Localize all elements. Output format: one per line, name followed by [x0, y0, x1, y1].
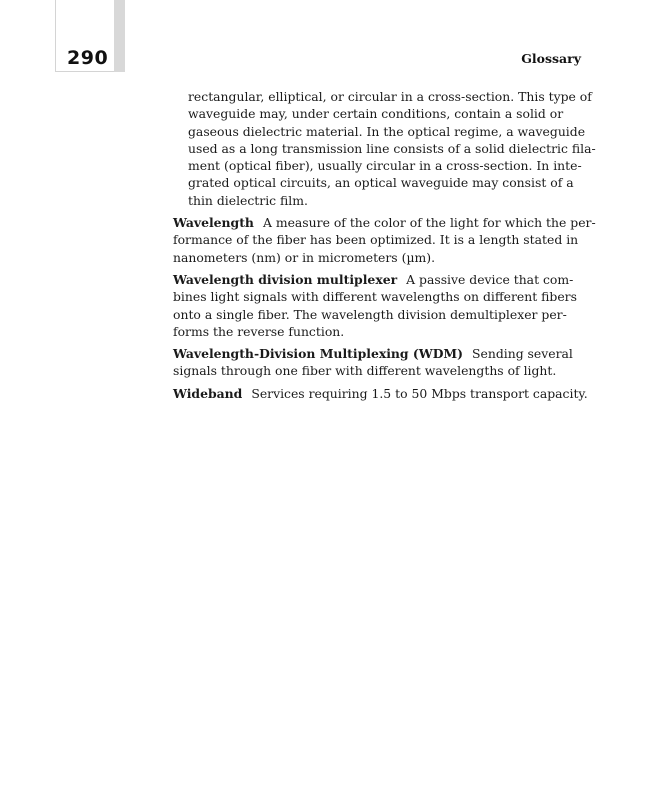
definition-text: A passive device that com-	[406, 271, 574, 287]
page-tab-bar	[114, 0, 125, 72]
text-line	[173, 385, 588, 402]
text-line: gaseous dielectric material. In the optical regime, a waveguide	[188, 123, 586, 139]
glossary-term: Wavelength division multiplexer	[173, 271, 398, 287]
glossary-entry-wideband	[173, 385, 588, 402]
text-line: rectangular, elliptical, or circular in a cross-section. This type of	[188, 89, 592, 104]
glossary-entry-wavelength-division-multiplexer	[173, 271, 585, 340]
text-line: thin dielectric film.	[188, 192, 308, 208]
text-line: ment (optical fiber), usually circular in a cross-section. In inte-	[188, 158, 582, 174]
page-number: 290	[67, 47, 109, 69]
definition-text: A measure of the color of the light for which the per-	[262, 215, 596, 231]
text-line: waveguide may, under certain conditions, contain a solid or	[188, 106, 564, 122]
text-line	[173, 345, 585, 362]
text-line: onto a single fiber. The wavelength division demultiplexer per-	[173, 306, 567, 322]
glossary-body	[173, 88, 596, 407]
definition-text: Services requiring 1.5 to 50 Mbps transport capacity.	[251, 385, 588, 401]
running-head: Glossary	[521, 51, 581, 66]
glossary-term: Wavelength-Division Multiplexing (WDM)	[173, 346, 464, 362]
text-line: forms the reverse function.	[173, 323, 345, 339]
glossary-term: Wideband	[173, 385, 243, 401]
glossary-entry-wavelength	[173, 214, 596, 266]
text-line: grated optical circuits, an optical waveguide may consist of a	[188, 175, 574, 191]
text-line: used as a long transmission line consists of a solid dielectric fila-	[188, 140, 596, 156]
text-line: formance of the fiber has been optimized. It is a length stated in	[173, 232, 579, 248]
glossary-continuation-paragraph	[173, 88, 596, 209]
text-line	[173, 271, 585, 288]
glossary-entry-wdm	[173, 345, 585, 380]
glossary-term: Wavelength	[173, 215, 254, 231]
definition-text: Sending several	[472, 346, 573, 362]
text-line: bines light signals with different wavelengths on different fibers	[173, 289, 577, 305]
text-line	[173, 214, 596, 231]
text-line: signals through one fiber with different wavelengths of light.	[173, 363, 557, 379]
text-line: nanometers (nm) or in micrometers (µm).	[173, 249, 436, 265]
